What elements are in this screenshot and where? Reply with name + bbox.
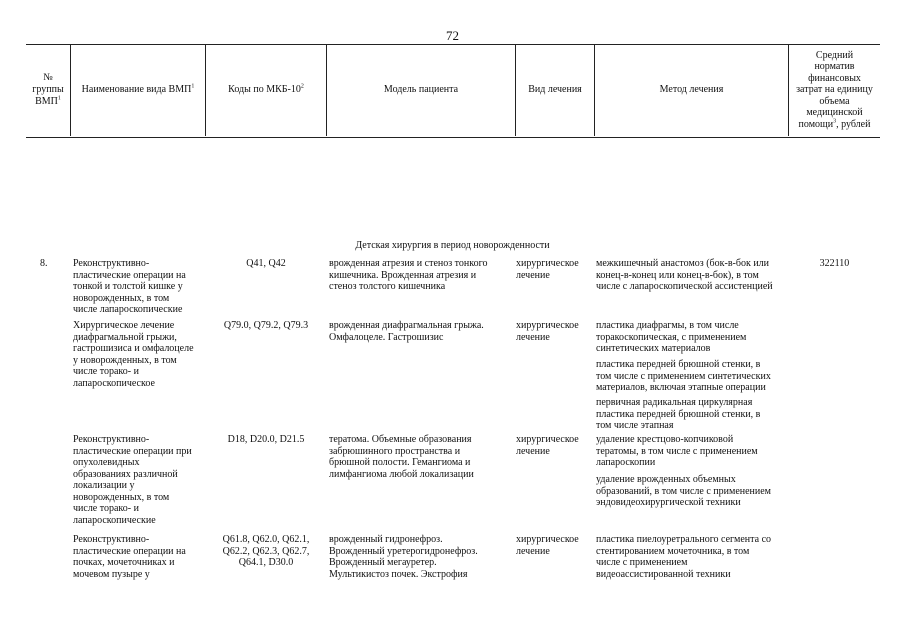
- treatment-type: хирургическое лечение: [516, 434, 579, 457]
- patient-model: врожденная диафрагмальная грыжа. Омфалоцеле. Гастрошизис: [329, 320, 484, 343]
- vmp-name: Реконструктивно- пластические операции на почках, мочеточниках и мочевом пузыре у: [73, 534, 186, 580]
- header-treatment-method: Метод лечения: [659, 84, 724, 95]
- treatment-method: удаление врожденных объемных образований, в том числе с применением эндовидеохирургической техники: [596, 474, 772, 508]
- treatment-method: первичная радикальная циркулярная пластика передней брюшной стенки, в том числе этапная: [596, 397, 761, 431]
- cost-norm: 322110: [819, 258, 850, 269]
- treatment-method: пластика диафрагмы, в том числе торакоскопическая, с применением синтетических материалов: [596, 320, 747, 354]
- treatment-type: хирургическое лечение: [516, 534, 579, 557]
- section-title: Детская хирургия в период новорожденности: [355, 240, 550, 251]
- treatment-method: межкишечный анастомоз (бок-в-бок или конец-в-конец или конец-в-бок), в том числе с лапароскопической ассистенцией: [596, 258, 773, 292]
- icd-codes: Q79.0, Q79.2, Q79.3: [223, 320, 309, 331]
- treatment-method: удаление крестцово-копчиковой тератомы, в том числе с применением лапароскопии: [596, 434, 758, 468]
- treatment-method: пластика передней брюшной стенки, в том числе с применением синтетических материалов, включая этапные операции: [596, 359, 771, 393]
- row-number: 8.: [40, 258, 48, 269]
- header-treatment-type: Вид лечения: [528, 84, 582, 95]
- patient-model: врожденный гидронефроз. Врожденный уретерогидронефроз. Врожденный мегауретер. Мультикистоз почек. Экстрофия: [329, 534, 478, 580]
- icd-codes: Q41, Q42: [246, 258, 286, 269]
- patient-model: тератома. Объемные образования забрюшинного пространства и брюшной полости. Гемангиома и лимфангиома любой локализации: [329, 434, 474, 480]
- vmp-name: Реконструктивно- пластические операции на тонкой и толстой кишке у новорожденных, в том числе лапароскопические: [73, 258, 186, 315]
- patient-model: врожденная атрезия и стеноз тонкого кишечника. Врожденная атрезия и стеноз толстого кишечника: [329, 258, 488, 292]
- treatment-method: пластика пиелоуретрального сегмента со стентированием мочеточника, в том числе с применением видеоассистированной техники: [596, 534, 772, 580]
- vmp-name: Хирургическое лечение диафрагмальной грыжи, гастрошизиса и омфалоцеле у новорожденных, в том числе торако- и лапароскопическое: [73, 320, 194, 389]
- header-patient-model: Модель пациента: [383, 84, 459, 95]
- header-icd-codes: Коды по МКБ-$10^2$: [228, 83, 304, 95]
- header-vmp-name: Наименование вида ВМП$^1$: [81, 83, 195, 95]
- header-group-number: № группы ВМП$^1$: [32, 72, 64, 107]
- treatment-type: хирургическое лечение: [516, 258, 579, 281]
- treatment-type: хирургическое лечение: [516, 320, 579, 343]
- vmp-name: Реконструктивно- пластические операции при опухолевидных образованиях различной локализации у новорожденных, в том числе торако- и лапароскопические: [73, 434, 192, 526]
- header-cost-norm: Средний норматив финансовых затрат на единицу объема медицинской помощи$^3$, рублей: [796, 49, 873, 130]
- icd-codes: D18, D20.0, D21.5: [227, 434, 305, 445]
- icd-codes: Q61.8, Q62.0, Q62.1, Q62.2, Q62.3, Q62.7, Q64.1, D30.0: [222, 534, 310, 568]
- page-number: 72: [446, 28, 459, 43]
